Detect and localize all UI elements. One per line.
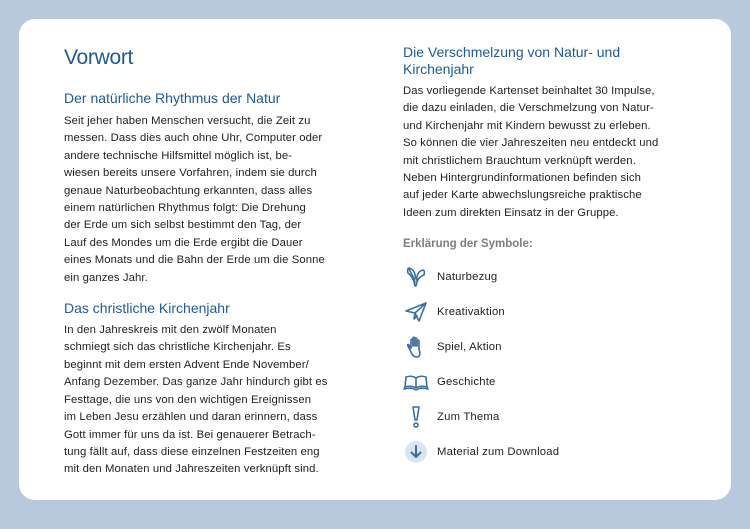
section-text-fusion: Das vorliegende Kartenset beinhaltet 30 Impulse, die dazu einladen, die Verschmelzung von Natur- und Kirchenjahr mit Kindern bewusst zu erleben. So können die vier Jahreszeiten neu entdeckt und mit christlichem Brauchtum verknüpft werden. Neben Hintergrundinformationen befinden sich auf jeder Karte abwechslungsreiche praktische Ideen zum direkten Einsatz in der Gruppe. bbox=[403, 85, 659, 219]
symbol-label: Spiel, Aktion bbox=[437, 340, 502, 353]
info-card bbox=[19, 19, 731, 500]
symbol-item-nature bbox=[403, 259, 703, 294]
exclamation-icon bbox=[403, 404, 429, 430]
symbol-item-download bbox=[403, 434, 703, 469]
left-column bbox=[64, 46, 359, 479]
symbol-label: Naturbezug bbox=[437, 270, 498, 283]
symbol-label: Zum Thema bbox=[437, 410, 500, 423]
symbol-item-topic bbox=[403, 399, 703, 434]
symbol-item-story bbox=[403, 364, 703, 399]
symbol-label: Kreativaktion bbox=[437, 305, 505, 318]
section-heading-church-year: Das christliche Kirchenjahr bbox=[64, 300, 230, 317]
symbol-legend bbox=[403, 259, 703, 469]
section-heading-natural-rhythm: Der natürliche Rhythmus der Natur bbox=[64, 90, 281, 106]
symbol-item-creative bbox=[403, 294, 703, 329]
page-title: Vorwort bbox=[64, 46, 134, 69]
symbol-label: Material zum Download bbox=[437, 445, 560, 458]
symbol-label: Geschichte bbox=[437, 375, 496, 388]
hand-icon bbox=[403, 334, 429, 360]
download-arrow-icon bbox=[403, 439, 429, 465]
section-text-church-year: In den Jahreskreis mit den zwölf Monaten schmiegt sich das christliche Kirchenjahr. Es beginnt mit dem ersten Advent Ende November/ Anfang Dezember. Das ganze Jahr hindurch gibt es Festtage, die uns von den wichtigen Ereignissen im Leben Jesu erzählen und daran erinnern, dass Gott immer für uns da ist. Bei genauerer Betrach- tung fällt auf, dass diese einzelnen Festzeiten eng mit den Monaten und Jahreszeiten verknüpft sind. bbox=[64, 324, 328, 476]
section-heading-fusion: Die Verschmelzung von Natur- und Kirchenjahr bbox=[403, 44, 621, 77]
right-column bbox=[403, 44, 703, 469]
open-book-icon bbox=[403, 369, 429, 395]
paper-plane-icon bbox=[403, 299, 429, 325]
symbols-heading: Erklärung der Symbole: bbox=[403, 238, 533, 251]
section-text-natural-rhythm: Seit jeher haben Menschen versucht, die Zeit zu messen. Dass dies auch ohne Uhr, Computer oder andere technische Hilfsmittel möglich ist, be- wiesen bereits unsere Vorfahren, indem sie durch genaue Naturbeobachtung erkannten, dass alles einem natürlichen Rhythmus folgt: Die Drehung der Erde um sich selbst bestimmt den Tag, der Lauf des Mondes um die Erde ergibt die Dauer eines Monats und die Bahn der Erde um die Sonne ein ganzes Jahr. bbox=[64, 115, 325, 284]
leaves-icon bbox=[403, 264, 429, 290]
symbol-item-game bbox=[403, 329, 703, 364]
